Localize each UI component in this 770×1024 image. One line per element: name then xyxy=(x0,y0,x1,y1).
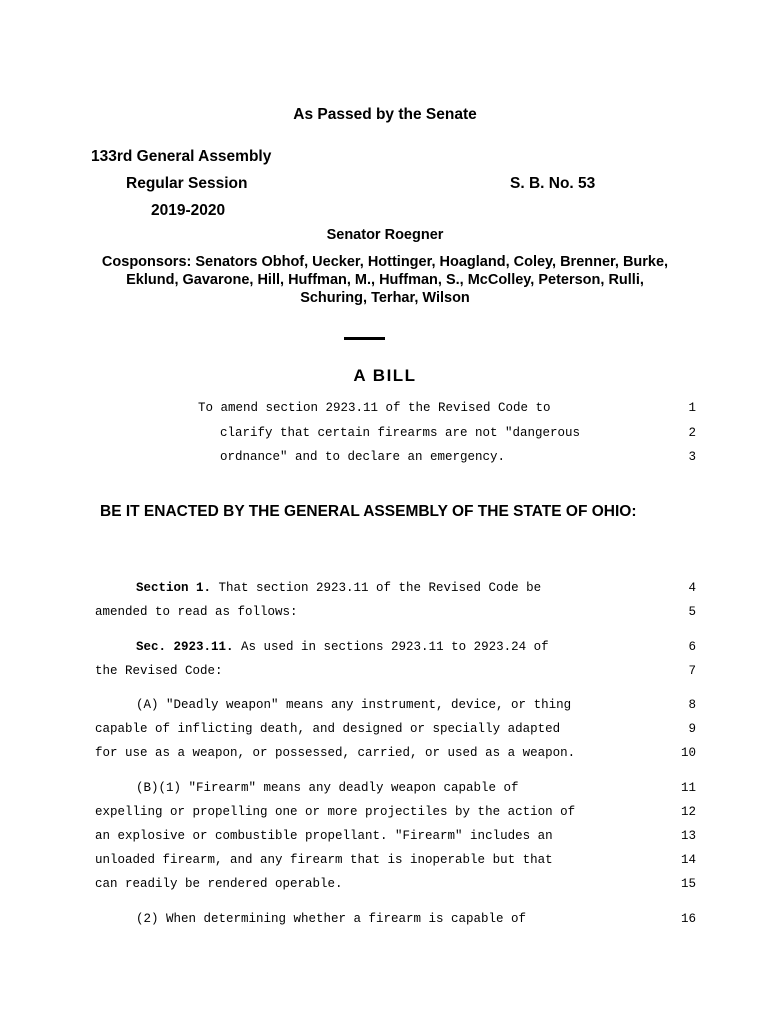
line-number: 1 xyxy=(688,401,696,415)
line-number: 12 xyxy=(680,805,696,819)
bill-label: A BILL xyxy=(353,366,417,385)
body-line: amended to read as follows: xyxy=(95,605,298,619)
body-line: (2) When determining whether a firearm is capable of xyxy=(136,912,527,926)
title-divider xyxy=(344,337,385,340)
title-line: ordnance" and to declare an emergency. xyxy=(220,450,506,464)
sec-2923-11-text: As used in sections 2923.11 to 2923.24 of xyxy=(233,640,549,654)
line-number: 5 xyxy=(688,605,696,619)
body-line: for use as a weapon, or possessed, carried, or used as a weapon. xyxy=(95,746,576,760)
sec-2923-11-label: Sec. 2923.11. xyxy=(136,640,234,654)
general-assembly: 133rd General Assembly xyxy=(91,148,272,165)
section-1-label: Section 1. xyxy=(136,581,212,595)
line-number: 10 xyxy=(680,746,696,760)
sec-2923-11-line xyxy=(136,639,549,655)
line-number: 4 xyxy=(688,581,696,595)
passed-by-heading: As Passed by the Senate xyxy=(293,106,477,123)
body-line: expelling or propelling one or more projectiles by the action of xyxy=(95,805,576,819)
session-years: 2019-2020 xyxy=(151,202,226,219)
title-line: clarify that certain firearms are not "dangerous xyxy=(220,426,581,440)
line-number: 6 xyxy=(688,640,696,654)
body-line: can readily be rendered operable. xyxy=(95,877,343,891)
cosponsors-list: Cosponsors: Senators Obhof, Uecker, Hottinger, Hoagland, Coley, Brenner, Burke, Eklund, Gavarone, Hill, Huffman, M., Huffman, S., McColley, Peterson, Rulli, Schuring, Terhar, Wilson xyxy=(101,254,669,306)
line-number: 7 xyxy=(688,664,696,678)
line-number: 11 xyxy=(680,781,696,795)
line-number: 14 xyxy=(680,853,696,867)
line-number: 2 xyxy=(688,426,696,440)
body-line: (B)(1) "Firearm" means any deadly weapon capable of xyxy=(136,781,519,795)
line-number: 16 xyxy=(680,912,696,926)
body-line: capable of inflicting death, and designed or specially adapted xyxy=(95,722,561,736)
line-number: 9 xyxy=(688,722,696,736)
body-line: (A) "Deadly weapon" means any instrument, device, or thing xyxy=(136,698,572,712)
line-number: 13 xyxy=(680,829,696,843)
bill-number: S. B. No. 53 xyxy=(510,175,596,192)
title-line: To amend section 2923.11 of the Revised Code to xyxy=(198,401,551,415)
body-line: the Revised Code: xyxy=(95,664,223,678)
body-line: an explosive or combustible propellant. "Firearm" includes an xyxy=(95,829,553,843)
line-number: 15 xyxy=(680,877,696,891)
body-line: unloaded firearm, and any firearm that is inoperable but that xyxy=(95,853,553,867)
enacting-clause: BE IT ENACTED BY THE GENERAL ASSEMBLY OF THE STATE OF OHIO: xyxy=(100,503,637,520)
section-1-text: That section 2923.11 of the Revised Code be xyxy=(211,581,542,595)
section-1-line xyxy=(136,580,541,596)
session-type: Regular Session xyxy=(126,175,248,192)
line-number: 8 xyxy=(688,698,696,712)
line-number: 3 xyxy=(688,450,696,464)
primary-sponsor: Senator Roegner xyxy=(326,227,444,243)
